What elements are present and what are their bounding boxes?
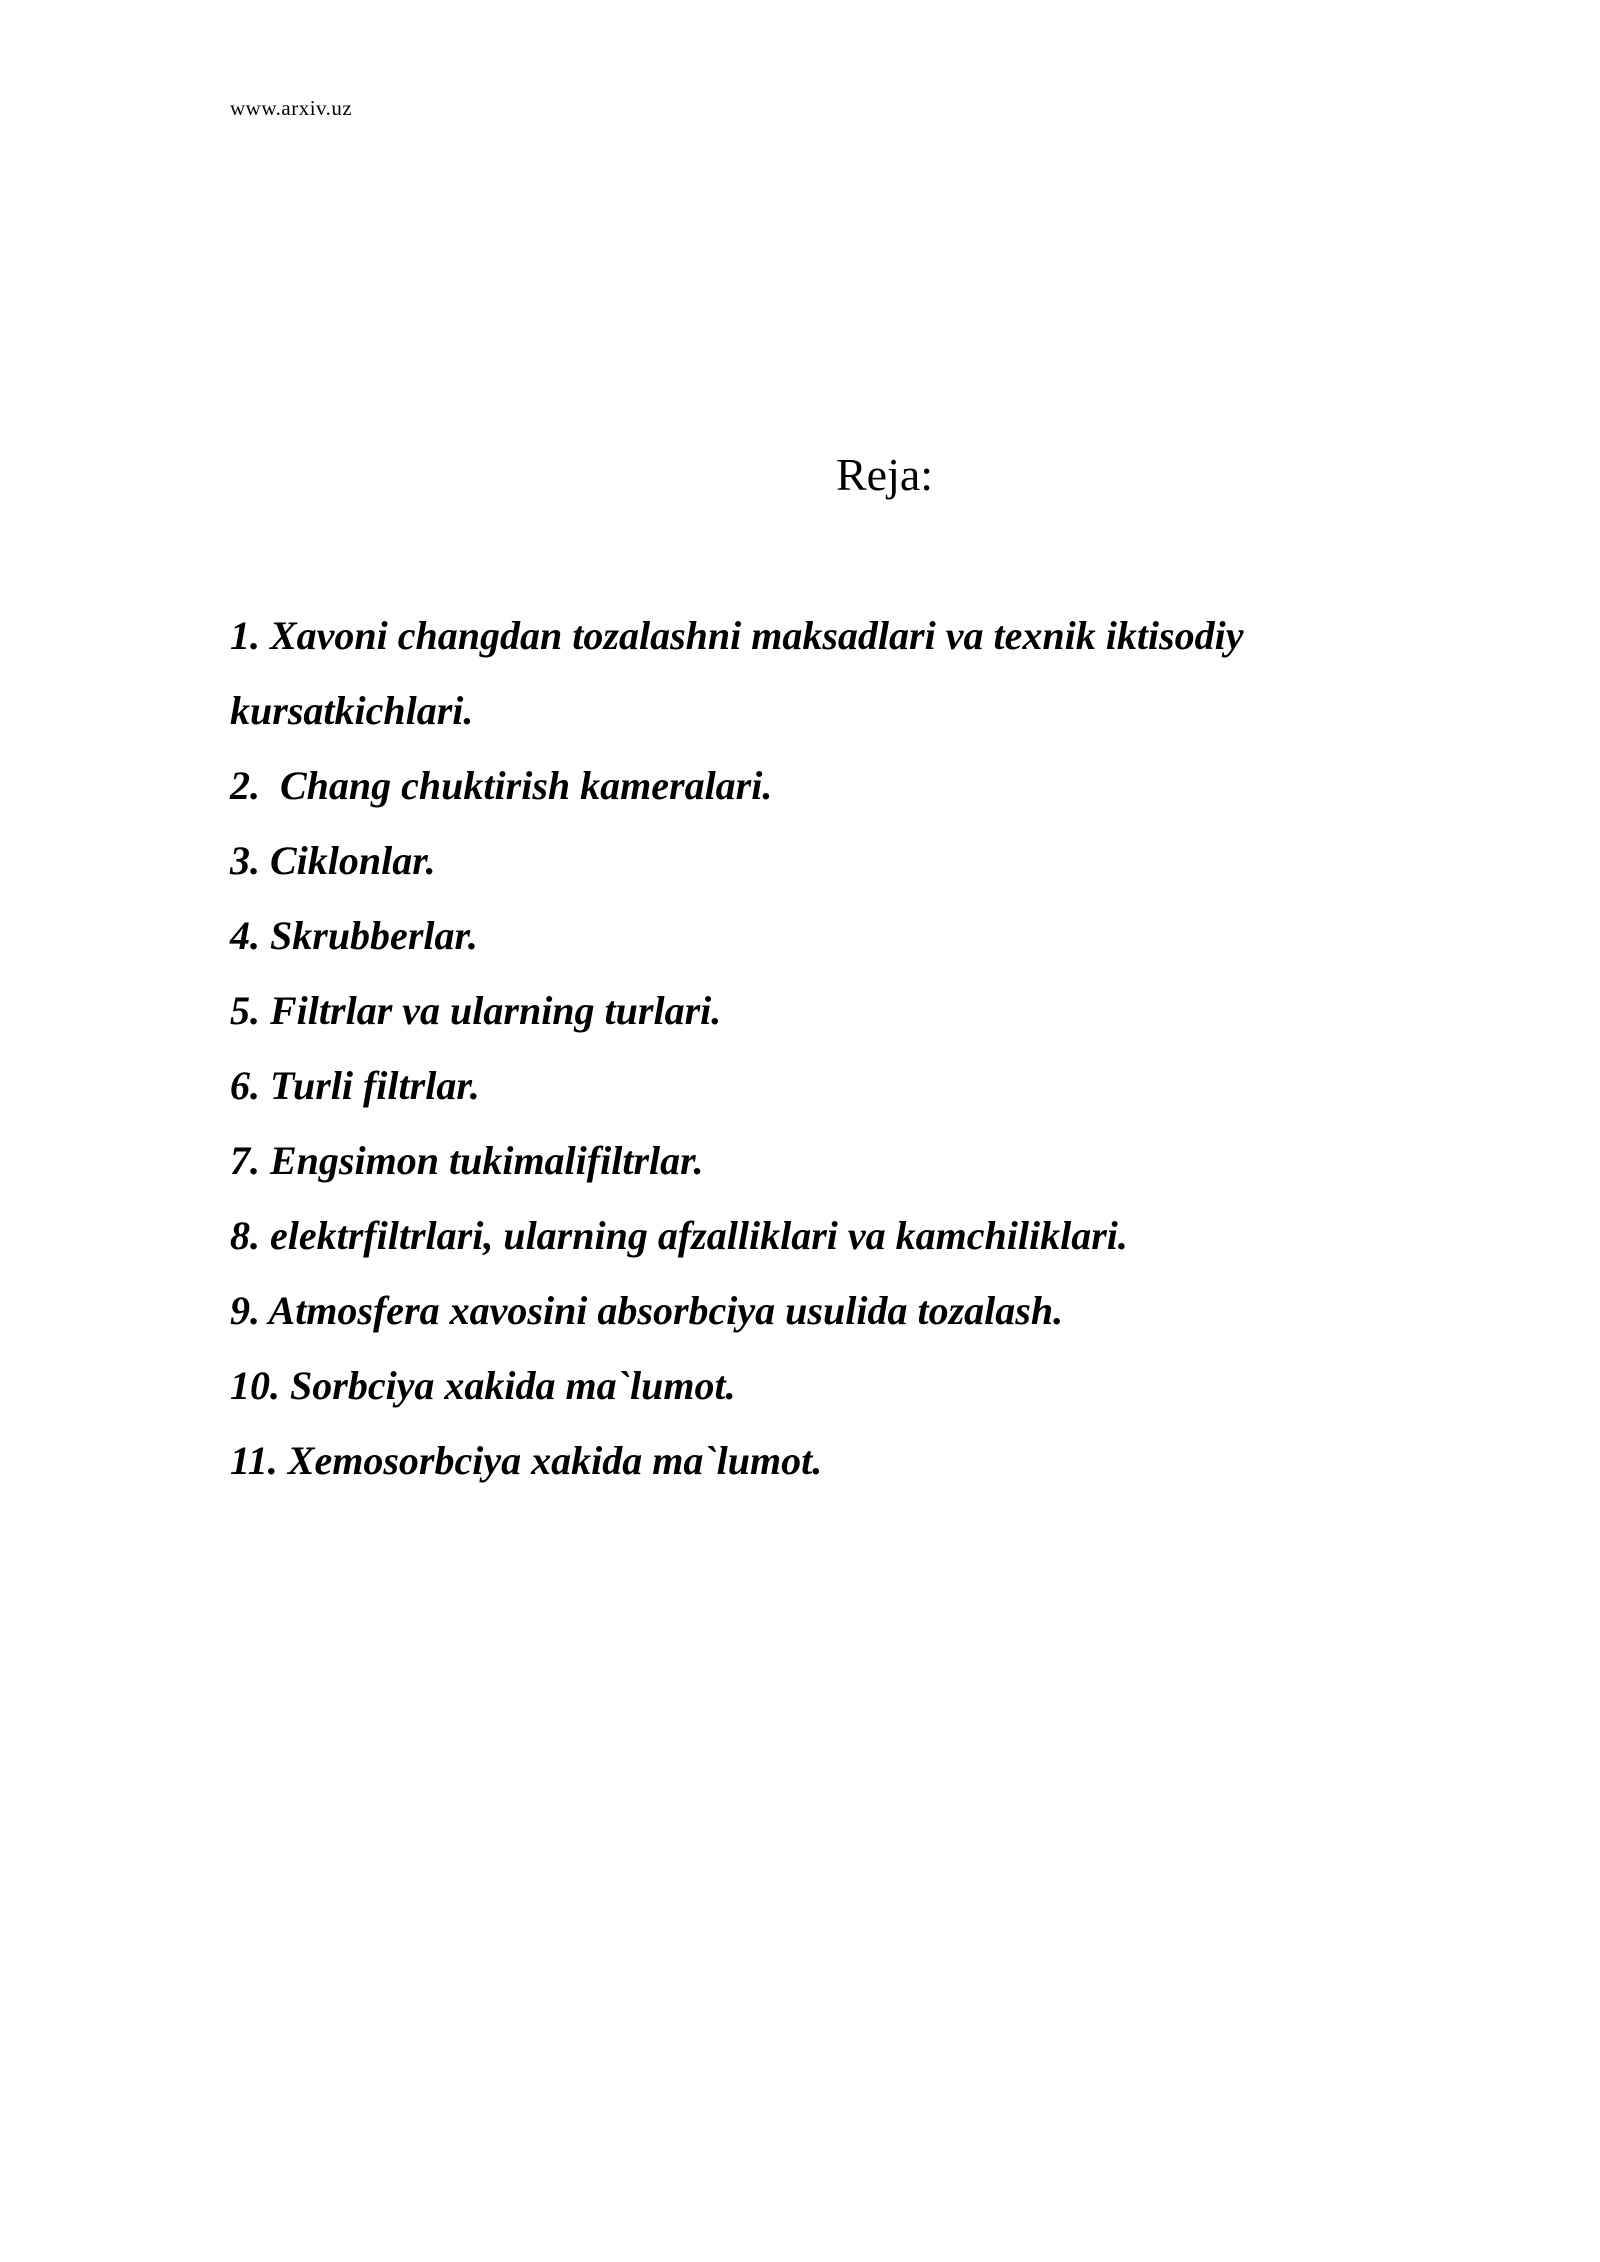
page-title: Reja: [836, 449, 934, 500]
header-url: www.arxiv.uz [230, 96, 353, 120]
plan-item: 2. Chang chuktirish kameralari. [230, 763, 773, 808]
plan-item: 7. Engsimon tukimalifiltrlar. [230, 1138, 704, 1183]
plan-item: 6. Turli filtrlar. [230, 1063, 480, 1108]
plan-item: 4. Skrubberlar. [230, 913, 478, 958]
plan-item: kursatkichlari. [230, 688, 474, 733]
plan-item: 9. Atmosfera xavosini absorbciya usulida tozalash. [230, 1288, 1064, 1333]
plan-item: 3. Ciklonlar. [230, 838, 436, 883]
plan-item: 8. elektrfiltrlari, ularning afzalliklari va kamchiliklari. [230, 1213, 1128, 1258]
plan-list [230, 598, 1430, 1498]
plan-item: 11. Xemosorbciya xakida ma`lumot. [230, 1438, 823, 1483]
plan-item: 1. Xavoni changdan tozalashni maksadlari va texnik iktisodiy [230, 613, 1244, 658]
plan-item: 5. Filtrlar va ularning turlari. [230, 988, 722, 1033]
plan-item: 10. Sorbciya xakida ma`lumot. [230, 1363, 736, 1408]
